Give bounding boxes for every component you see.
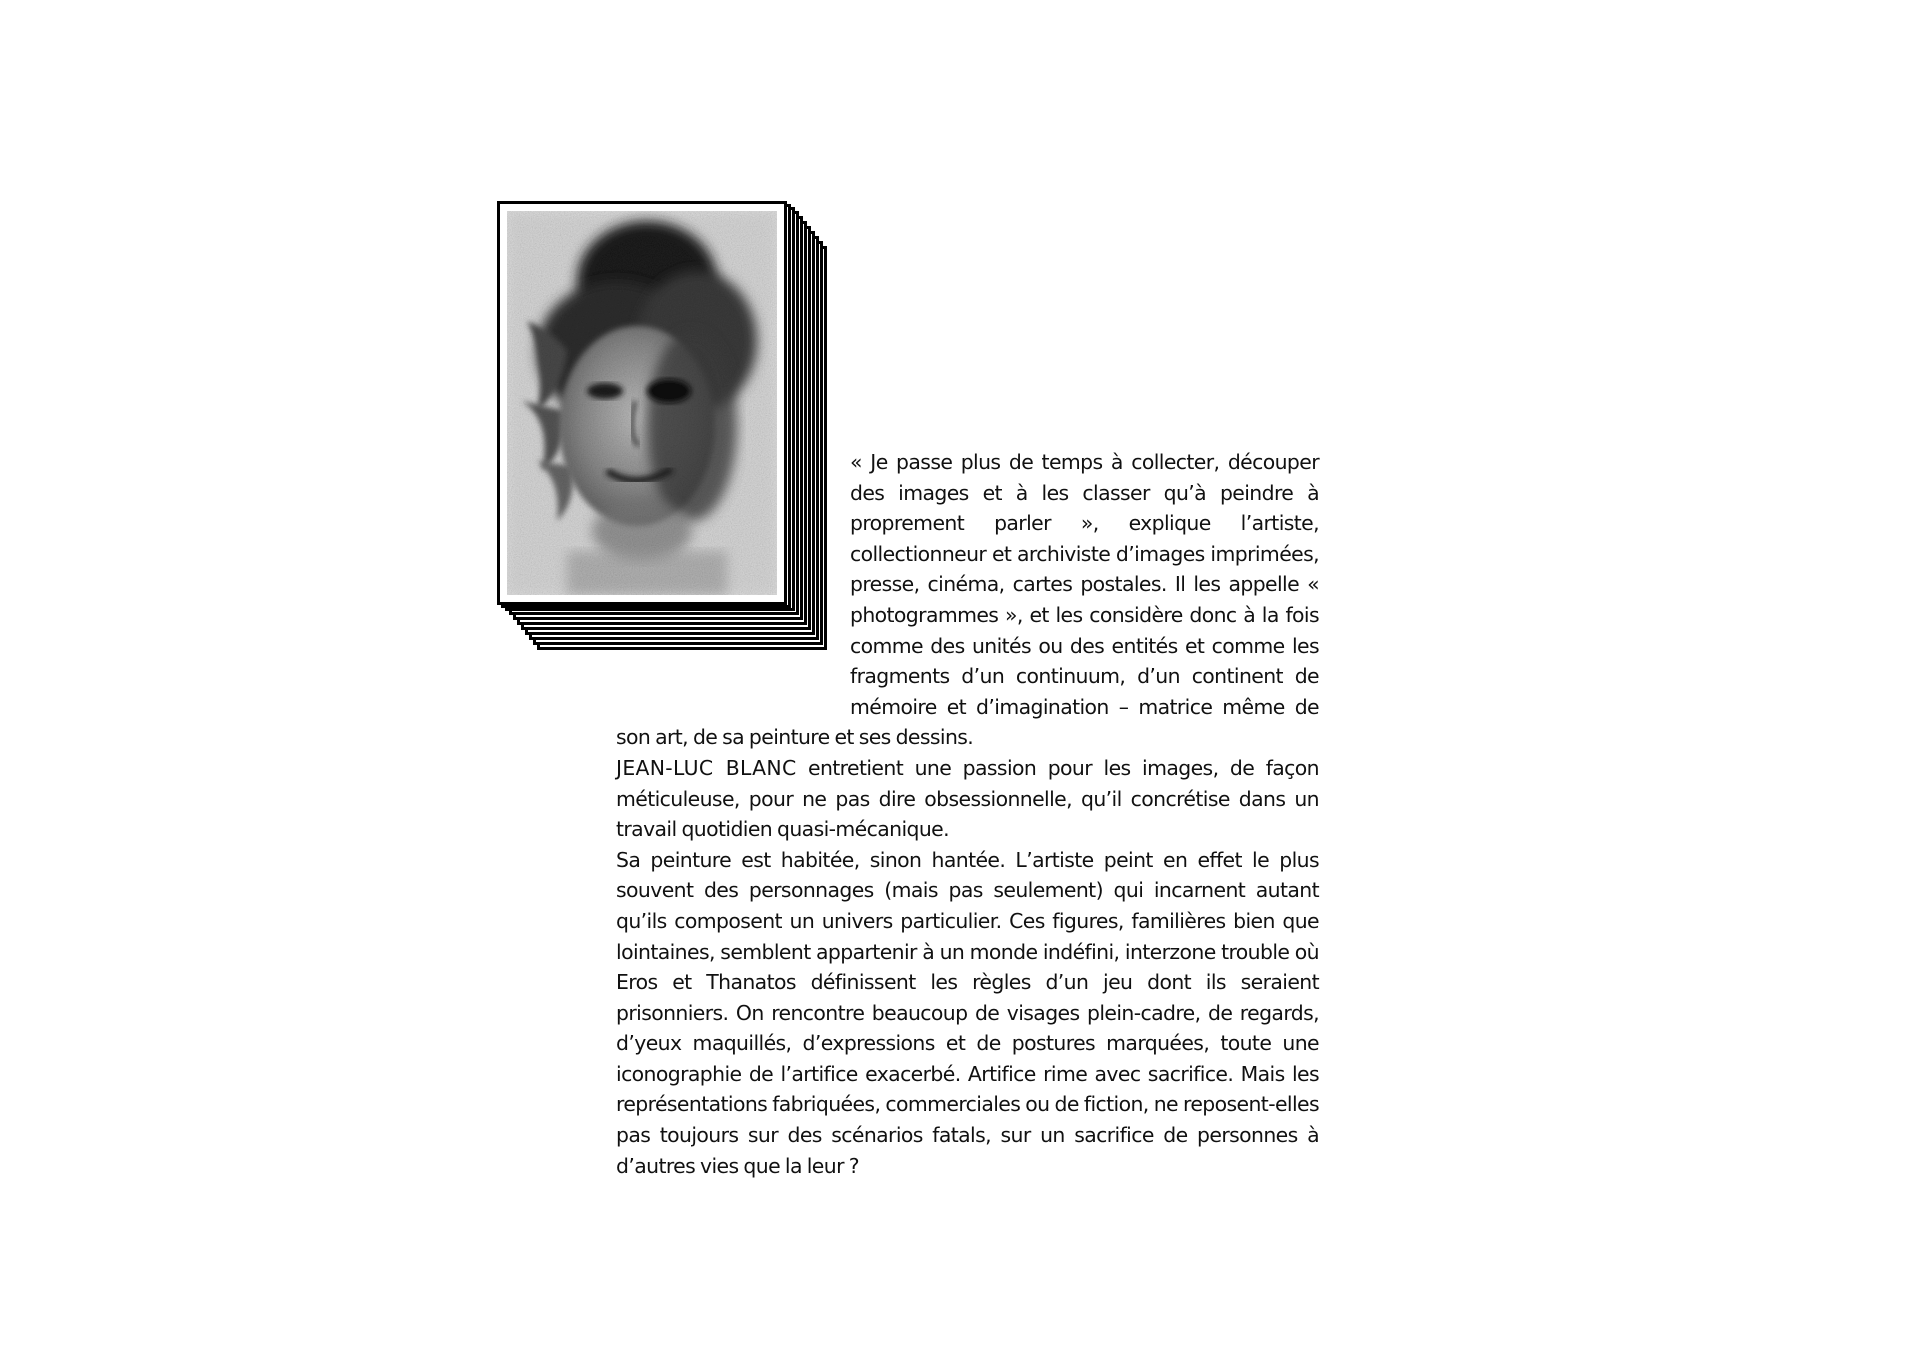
image-wrap-spacer — [616, 447, 850, 692]
essay-continuation: entretient une passion pour les images, de façon méticuleuse, pour ne pas dire obsessionnelle, qu’il concrétise dans un travail quotidien quasi-mécanique. — [616, 755, 1319, 842]
essay-text — [616, 447, 1319, 1181]
artist-name: JEAN-LUC BLANC — [616, 755, 797, 780]
essay-paragraph-2: Sa peinture est habitée, sinon hantée. L’artiste peint en effet le plus souvent des personnages (mais pas seulement) qui incarnent autant qu’ils composent un univers particulier. Ces figures, familières bien que lointaines, semblent appartenir à un monde indéfini, interzone trouble où Eros et Thanatos définissent les règles d’un jeu dont ils seraient prisonniers. On rencontre beaucoup de visages plein-cadre, de regards, d’yeux maquillés, d’expressions et de postures marquées, toute une iconographie de l’artifice exacerbé. Artifice rime avec sacrifice. Mais les représentations fabriquées, commerciales ou de fiction, ne reposent-elles pas toujours sur des scénarios fatals, sur un sacrifice de personnes à d’autres vies que la leur ? — [616, 847, 1319, 1178]
essay-intro: « Je passe plus de temps à collecter, découper des images et à les classer qu’à peindre à proprement parler », explique l’artiste, collectionneur et archiviste d’images imprimées, presse, cinéma, cartes postales. Il les appelle « photogrammes », et les considère donc à la fois comme des unités ou des entités et comme les fragments d’un continuum, d’un continent de mémoire et d’imagination – matrice même de son art, de sa peinture et ses dessins. — [616, 450, 1319, 750]
